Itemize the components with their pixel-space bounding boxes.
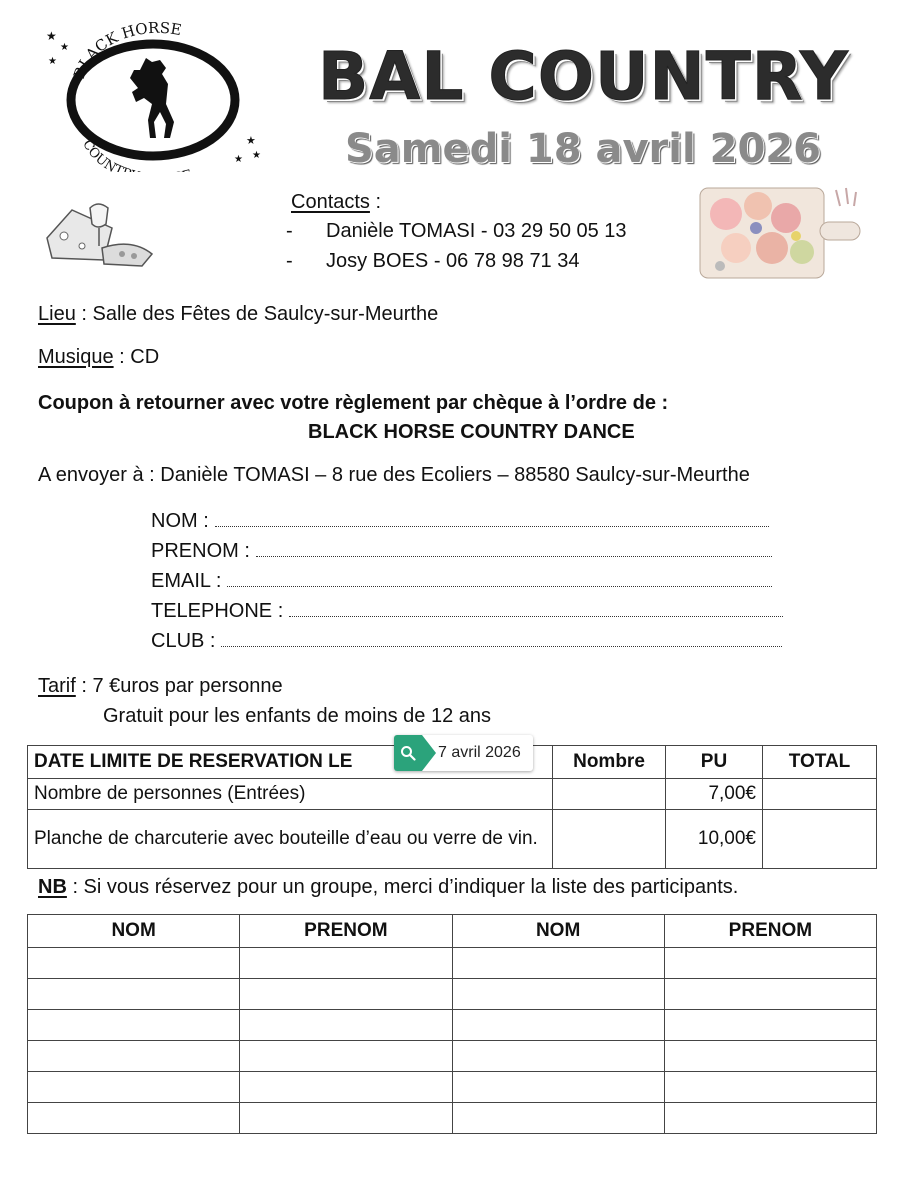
row-pu: 10,00€ [666, 810, 763, 869]
row-pu: 7,00€ [666, 779, 763, 810]
table-cell[interactable] [452, 979, 664, 1010]
contact-item [286, 220, 627, 243]
field-dotted-line[interactable] [289, 602, 783, 617]
charcuterie-board-image [696, 182, 872, 282]
table-cell[interactable] [240, 1103, 452, 1134]
table-row [28, 979, 877, 1010]
table-row [28, 1072, 877, 1103]
tarif-value: : 7 €uros par personne [75, 675, 283, 697]
svg-text:★: ★ [246, 135, 256, 147]
contact-dash: - [286, 250, 293, 272]
header-nom: NOM [452, 915, 664, 948]
search-icon[interactable] [394, 735, 422, 771]
header-pu: PU [666, 746, 763, 779]
table-header-row [28, 915, 877, 948]
svg-text:★: ★ [46, 29, 57, 43]
date-lookup-tooltip[interactable] [394, 735, 533, 771]
table-row [28, 1041, 877, 1072]
svg-text:★: ★ [48, 56, 57, 67]
row-nombre[interactable] [553, 810, 666, 869]
contact-text: Danièle TOMASI - 03 29 50 05 13 [326, 220, 627, 242]
field-dotted-line[interactable] [215, 512, 769, 527]
logo-text-bottom: COUNT [79, 137, 126, 172]
page-title: BAL COUNTRY [318, 38, 849, 115]
musique-value: : CD [113, 346, 160, 368]
form-field-club[interactable] [151, 630, 782, 653]
table-cell[interactable] [28, 979, 240, 1010]
field-label: PRENOM : [151, 540, 250, 562]
tarif-label: Tarif [38, 675, 76, 697]
table-cell[interactable] [452, 1103, 664, 1134]
nb-line [38, 876, 738, 899]
table-cell[interactable] [452, 1010, 664, 1041]
table-cell[interactable] [664, 979, 876, 1010]
table-cell[interactable] [664, 1072, 876, 1103]
table-cell[interactable] [28, 1041, 240, 1072]
lieu-value: : Salle des Fêtes de Saulcy-sur-Meurthe [75, 303, 439, 325]
table-cell[interactable] [240, 948, 452, 979]
musique-label: Musique [38, 346, 114, 368]
table-row [28, 810, 877, 869]
table-cell[interactable] [28, 948, 240, 979]
field-dotted-line[interactable] [256, 542, 772, 557]
svg-text:★: ★ [252, 150, 261, 161]
nb-label: NB [38, 876, 67, 898]
header-deadline: DATE LIMITE DE RESERVATION LE [28, 746, 553, 779]
contacts-label: Contacts [291, 191, 370, 213]
header-prenom: PRENOM [664, 915, 876, 948]
svg-text:★: ★ [60, 42, 69, 53]
table-cell[interactable] [664, 1041, 876, 1072]
table-cell[interactable] [664, 1010, 876, 1041]
form-field-telephone[interactable] [151, 600, 783, 623]
table-cell[interactable] [28, 1010, 240, 1041]
row-total[interactable] [763, 810, 877, 869]
header-total: TOTAL [763, 746, 877, 779]
field-dotted-line[interactable] [221, 632, 782, 647]
field-label: NOM : [151, 510, 209, 532]
contact-text: Josy BOES - 06 78 98 71 34 [326, 250, 580, 272]
header-nombre: Nombre [553, 746, 666, 779]
field-label: EMAIL : [151, 570, 222, 592]
header-prenom: PRENOM [240, 915, 452, 948]
table-cell[interactable] [452, 948, 664, 979]
table-cell[interactable] [452, 1041, 664, 1072]
row-label: Planche de charcuterie avec bouteille d’eau ou verre de vin. [28, 810, 553, 869]
svg-text:BLACK HORSE [70, 22, 183, 81]
lieu-line [38, 303, 438, 326]
row-label: Nombre de personnes (Entrées) [28, 779, 553, 810]
table-cell[interactable] [240, 1072, 452, 1103]
musique-line [38, 346, 159, 369]
black-horse-logo [38, 22, 268, 172]
contacts-suffix: : [369, 191, 382, 213]
table-row [28, 1103, 877, 1134]
table-cell[interactable] [240, 1041, 452, 1072]
row-total[interactable] [763, 779, 877, 810]
tarif-note: Gratuit pour les enfants de moins de 12 ans [103, 705, 492, 727]
coupon-payee: BLACK HORSE COUNTRY DANCE [308, 421, 635, 443]
table-cell[interactable] [240, 1010, 452, 1041]
field-label: TELEPHONE : [151, 600, 284, 622]
form-field-email[interactable] [151, 570, 772, 593]
send-address: A envoyer à : Danièle TOMASI – 8 rue des Ecoliers – 88580 Saulcy-sur-Meurthe [38, 464, 750, 486]
cheese-wine-image [42, 198, 157, 270]
event-date: Samedi 18 avril 2026 [345, 126, 821, 172]
header-nom: NOM [28, 915, 240, 948]
table-row [28, 779, 877, 810]
table-cell[interactable] [28, 1072, 240, 1103]
field-label: CLUB : [151, 630, 216, 652]
tarif-line [38, 675, 283, 698]
logo-text-top: BLACK HORSE [70, 22, 183, 81]
lieu-label: Lieu [38, 303, 76, 325]
contacts-heading [291, 191, 381, 214]
contact-dash: - [286, 220, 293, 242]
coupon-instruction: Coupon à retourner avec votre règlement par chèque à l’ordre de : [38, 392, 669, 414]
row-nombre[interactable] [553, 779, 666, 810]
form-field-prenom[interactable] [151, 540, 772, 563]
table-cell[interactable] [452, 1072, 664, 1103]
table-cell[interactable] [240, 979, 452, 1010]
table-row [28, 948, 877, 979]
nb-value: : Si vous réservez pour un groupe, merci d’indiquer la liste des participants. [66, 876, 739, 898]
table-cell[interactable] [28, 1103, 240, 1134]
svg-text:★: ★ [234, 154, 243, 165]
form-field-nom[interactable] [151, 510, 769, 533]
table-row [28, 1010, 877, 1041]
tooltip-text: 7 avril 2026 [438, 744, 521, 761]
participants-table [27, 914, 877, 1134]
table-cell[interactable] [664, 948, 876, 979]
table-cell[interactable] [664, 1103, 876, 1134]
contact-item [286, 250, 580, 273]
field-dotted-line[interactable] [227, 572, 772, 587]
